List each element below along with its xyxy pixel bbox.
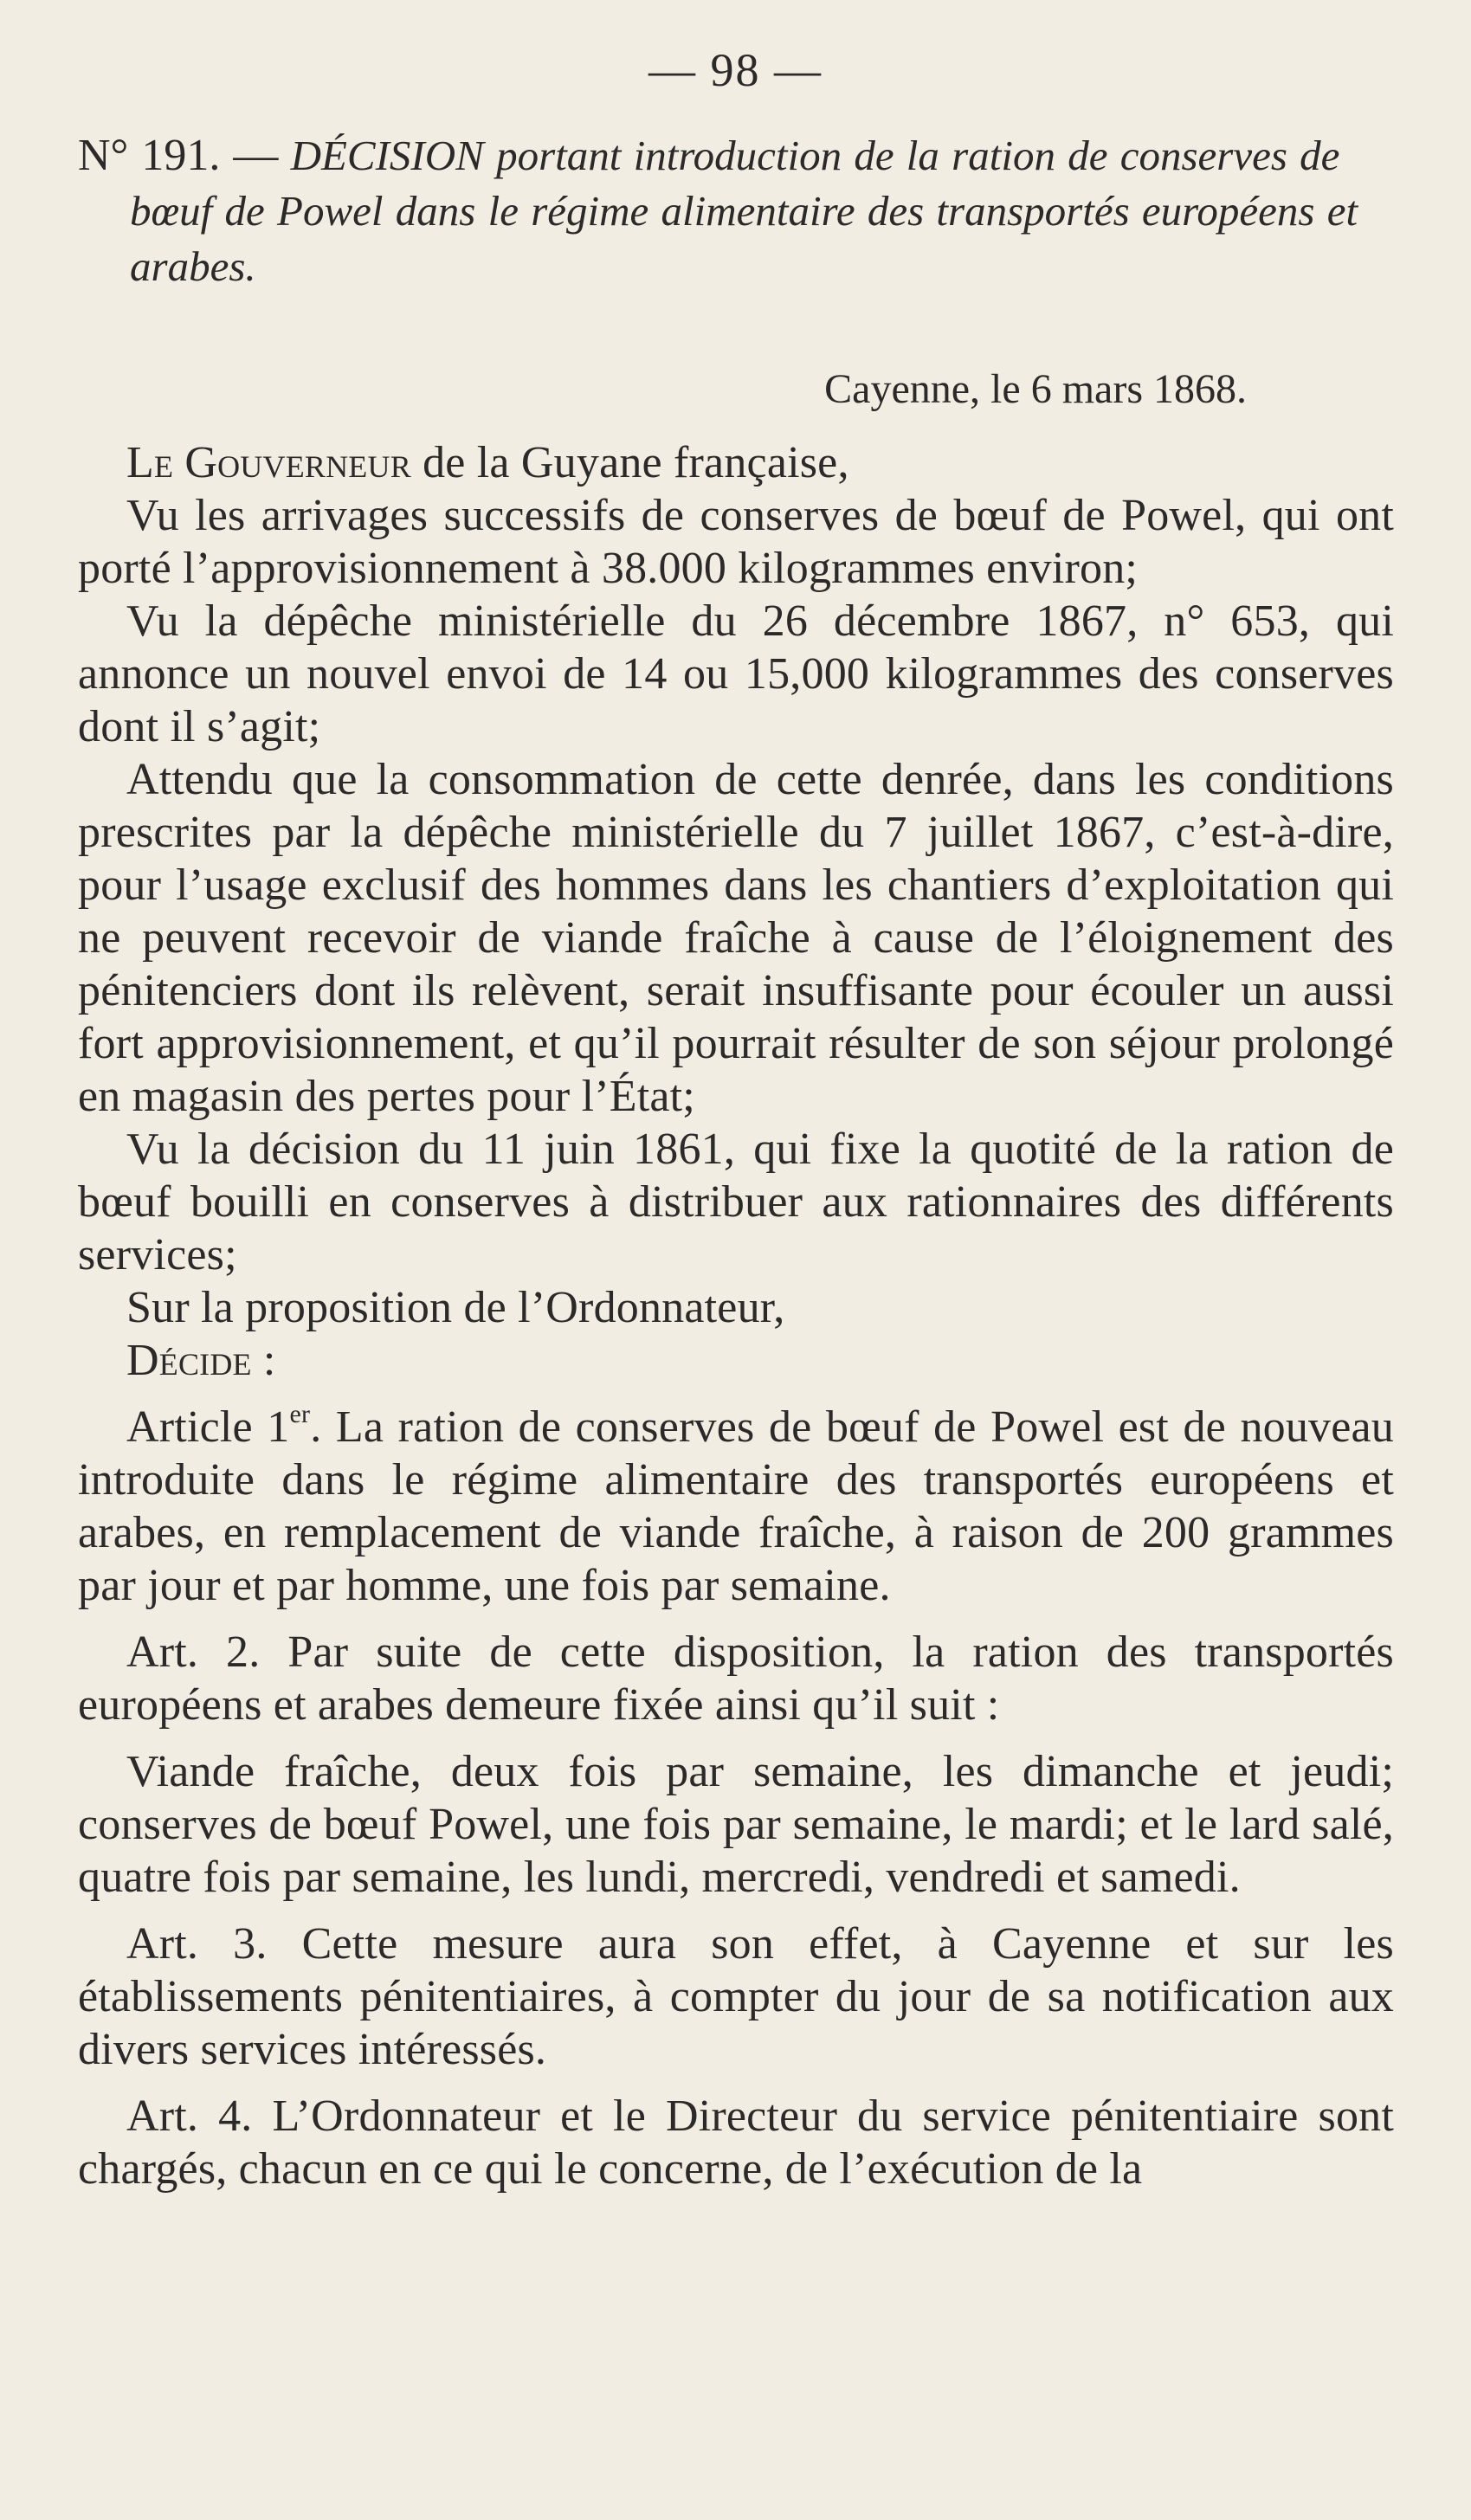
decide-label: Décide : xyxy=(126,1336,276,1385)
article-1 xyxy=(78,1401,1394,1612)
paragraph-attendu: Attendu que la consommation de cette denrée, dans les conditions prescrites par la dépêche ministérielle du 7 juillet 1867, c’est-à-dire, pour l’usage exclusif des hommes dans les chantiers d’exploitation qui ne peuvent recevoir de viande fraîche à cause de l’éloignement des pénitenciers dont ils relèvent, serait insuffisante pour écouler un aussi fort approvisionnement, et qu’il pourrait résulter de son séjour prolongé en magasin des pertes pour l’État; xyxy=(78,755,1394,1121)
article-2-detail: Viande fraîche, deux fois par semaine, les dimanche et jeudi; conserves de bœuf Powel, une fois par semaine, le mardi; et le lard salé, quatre fois par semaine, les lundi, mercredi, vendredi et samedi. xyxy=(78,1747,1394,1902)
governor-lead: Le Gouverneur xyxy=(126,438,411,487)
article-1-text: . La ration de conserves de bœuf de Powel est de nouveau introduite dans le régime alimentaire des transportés européens et arabes, en remplacement de viande fraîche, à raison de 200 grammes par jour et par homme, une fois par semaine. xyxy=(78,1402,1395,1610)
article-2: Art. 2. Par suite de cette disposition, la ration des transportés européens et arabes demeure fixée ainsi qu’il suit : xyxy=(78,1627,1394,1730)
document-body xyxy=(78,128,1394,2195)
paragraph-decide xyxy=(78,1334,1394,1387)
paragraph-proposition: Sur la proposition de l’Ordonnateur, xyxy=(126,1283,785,1332)
decision-heading xyxy=(78,128,1394,294)
paragraph-vu-1: Vu les arrivages successifs de conserves de bœuf de Powel, qui ont porté l’approvisionnement à 38.000 kilogrammes environ; xyxy=(78,491,1394,593)
decision-number: N° 191. — xyxy=(78,131,279,180)
article-4: Art. 4. L’Ordonnateur et le Directeur du service pénitentiaire sont chargés, chacun en ce qui le concerne, de l’exécution de la xyxy=(78,2091,1394,2194)
paragraph-vu-2: Vu la dépêche ministérielle du 26 décembre 1867, n° 653, qui annonce un nouvel envoi de 14 ou 15,000 kilogrammes des conserves dont il s’agit; xyxy=(78,596,1394,751)
governor-line xyxy=(78,436,1394,489)
governor-rest: de la Guyane française, xyxy=(410,438,849,487)
article-1-superscript: er xyxy=(289,1400,311,1428)
article-3: Art. 3. Cette mesure aura son effet, à Cayenne et sur les établissements pénitentiaires, à compter du jour de sa notification aux divers services intéressés. xyxy=(78,1919,1394,2074)
dateline: Cayenne, le 6 mars 1868. xyxy=(824,366,1247,412)
paragraph-vu-3: Vu la décision du 11 juin 1861, qui fixe la quotité de la ration de bœuf bouilli en conserves à distribuer aux rationnaires des différents services; xyxy=(78,1125,1394,1279)
decision-title: DÉCISION portant introduction de la ration de conserves de bœuf de Powel dans le régime alimentaire des transportés européens et arabes. xyxy=(130,132,1358,290)
page-number: — 98 — xyxy=(648,44,823,96)
article-1-lead: Article 1 xyxy=(126,1402,290,1452)
